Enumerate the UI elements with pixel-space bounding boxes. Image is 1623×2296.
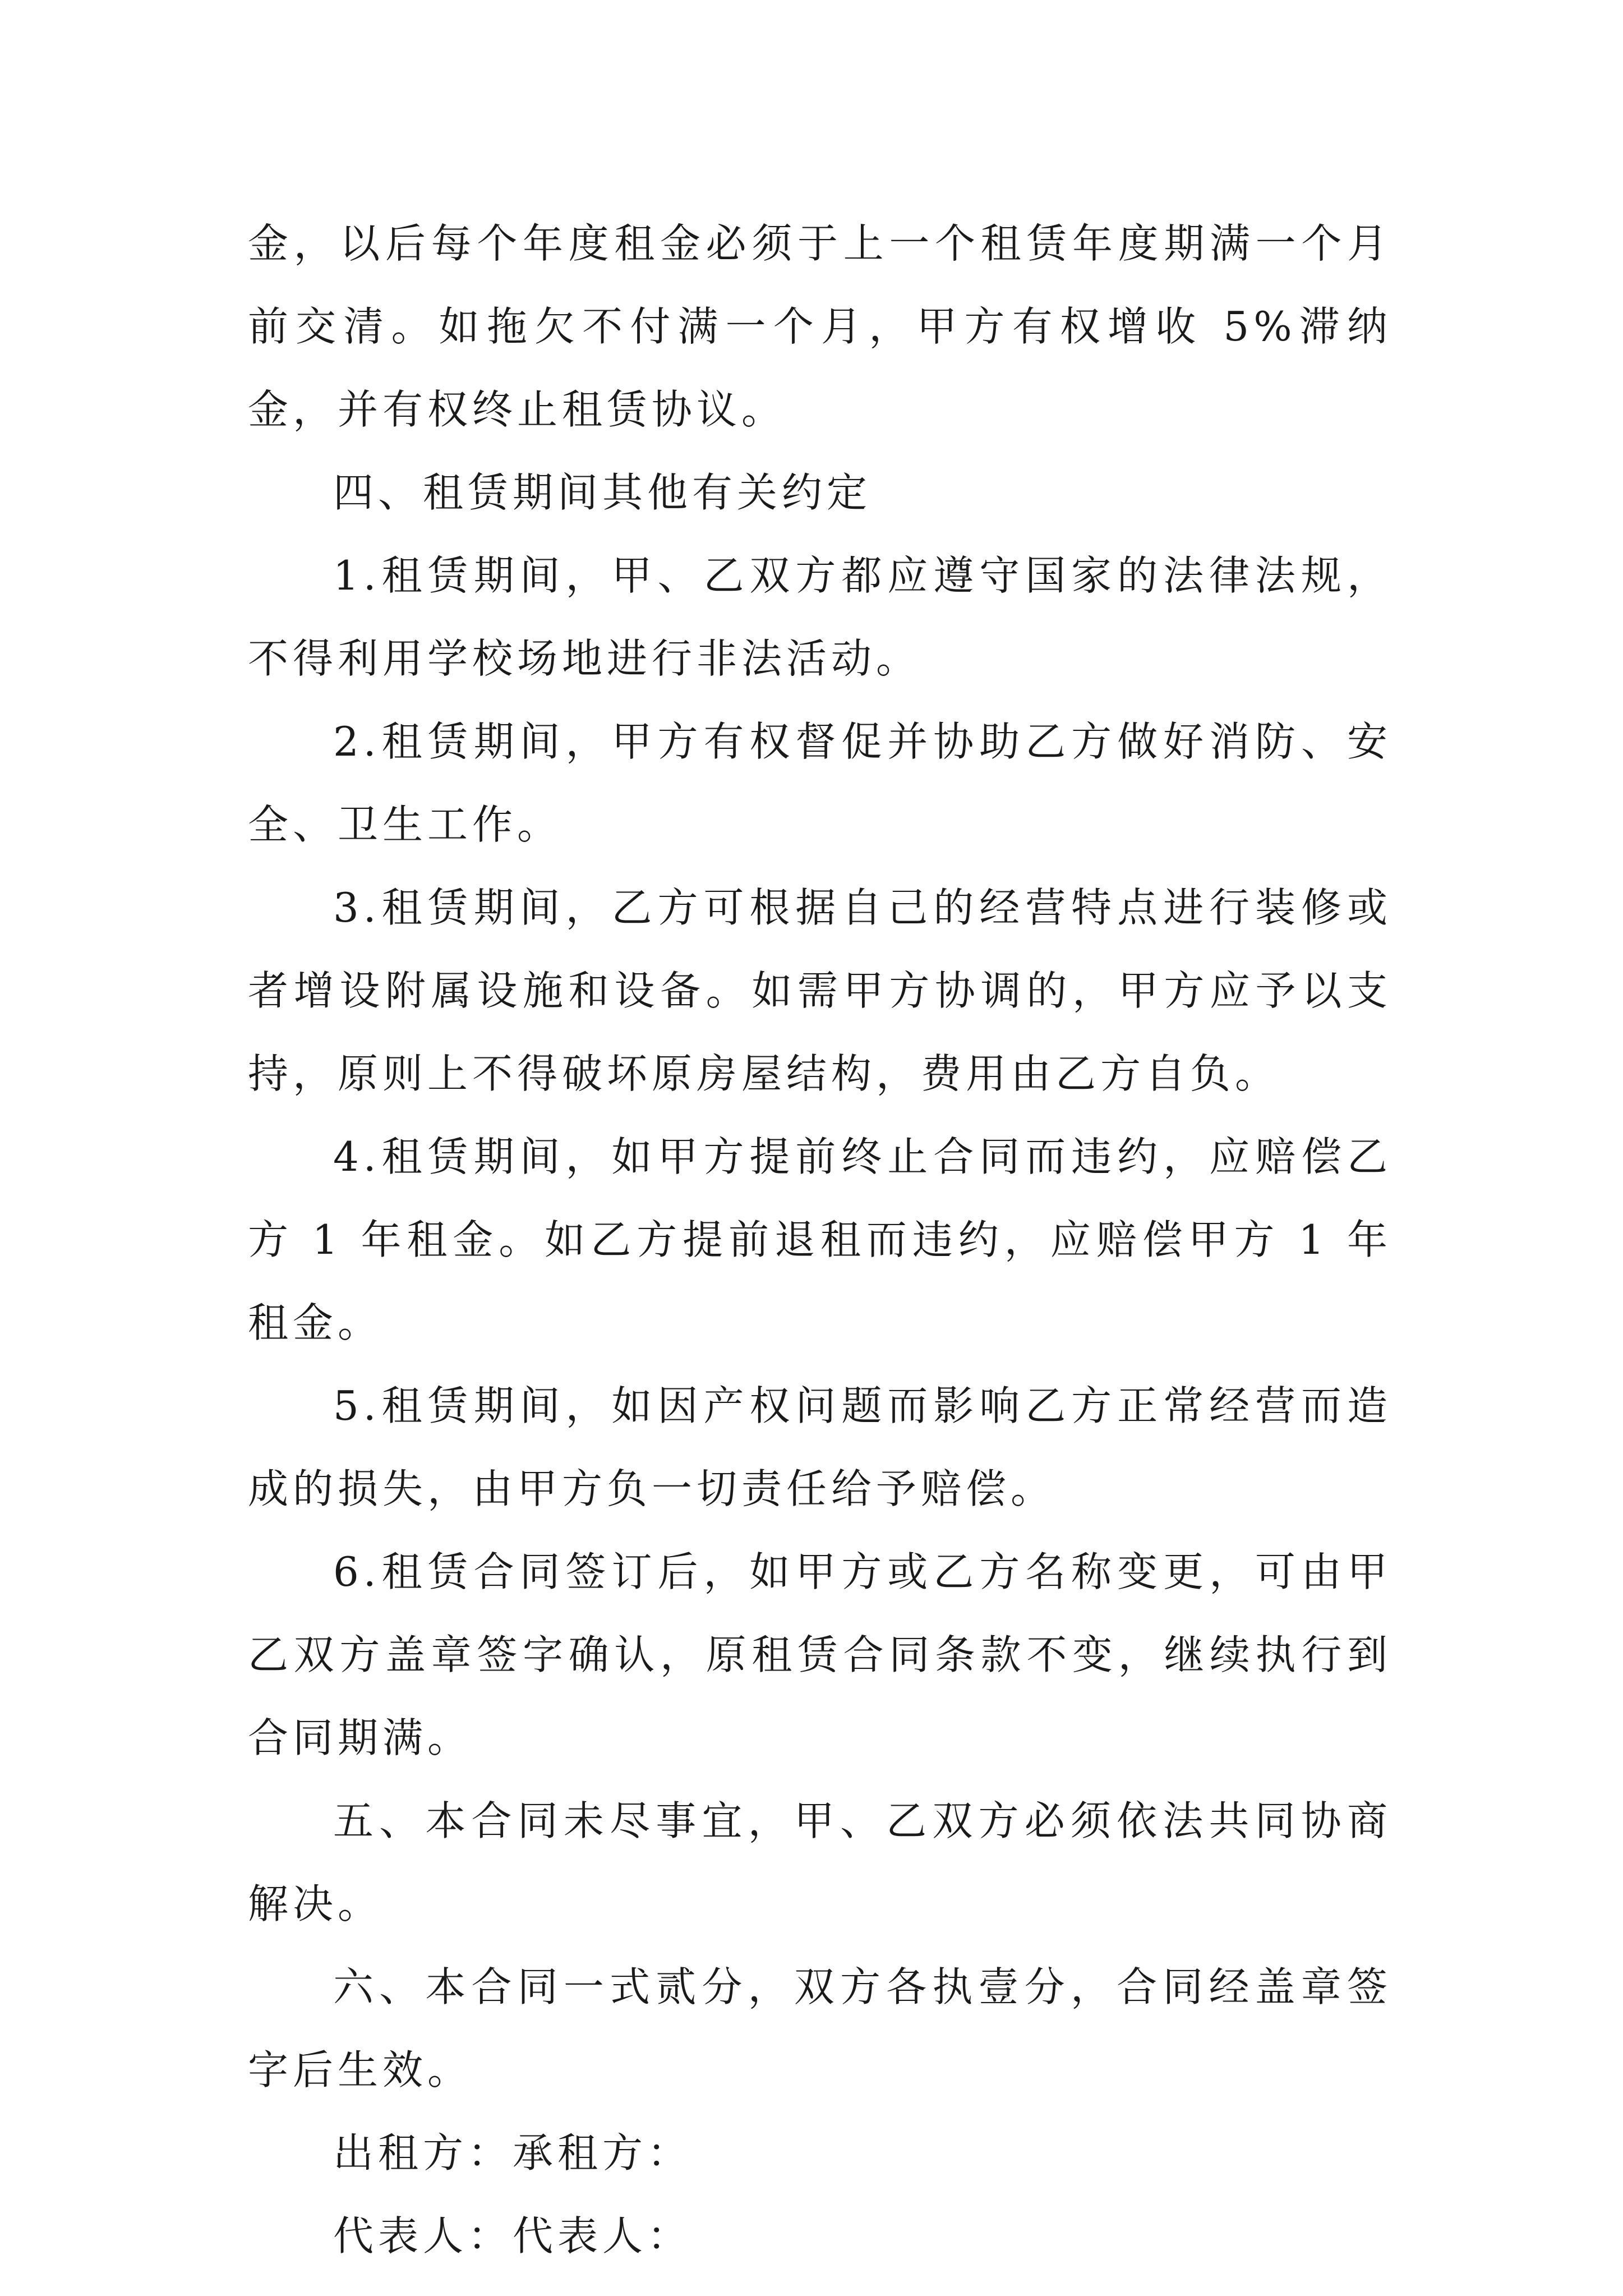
signature-parties-line: 出租方：承租方： <box>333 2129 693 2177</box>
clause-5-property-rights: 5.租赁期间，如因产权问题而影响乙方正常经营而造成的损失，由甲方负一切责任给予赔偿。 <box>248 1382 1392 1512</box>
document-body <box>248 202 1392 2277</box>
clause-4-breach-penalty: 4.租赁期间，如甲方提前终止合同而违约，应赔偿乙方 1 年租金。如乙方提前退租而违约，应赔偿甲方 1 年租金。 <box>248 1133 1392 1346</box>
signature-representatives-line: 代表人：代表人： <box>333 2212 693 2260</box>
section-six-copies: 六、本合同一式贰分，双方各执壹分，合同经盖章签字后生效。 <box>248 1963 1392 2093</box>
clause-2-safety-hygiene: 2.租赁期间，甲方有权督促并协助乙方做好消防、安全、卫生工作。 <box>248 718 1392 848</box>
clause-3-renovation: 3.租赁期间，乙方可根据自己的经营特点进行装修或者增设附属设施和设备。如需甲方协调的，甲方应予以支持，原则上不得破坏原房屋结构，费用由乙方自负。 <box>248 884 1392 1097</box>
clause-6-name-change: 6.租赁合同签订后，如甲方或乙方名称变更，可由甲乙双方盖章签字确认，原租赁合同条款不变，继续执行到合同期满。 <box>248 1548 1392 1761</box>
section-five-unresolved-matters: 五、本合同未尽事宜，甲、乙双方必须依法共同协商解决。 <box>248 1797 1392 1927</box>
section-heading-other-agreements: 四、租赁期间其他有关约定 <box>333 469 872 516</box>
clause-1-legal-compliance: 1.租赁期间，甲、乙双方都应遵守国家的法律法规，不得利用学校场地进行非法活动。 <box>248 552 1392 682</box>
paragraph-rent-payment: 金，以后每个年度租金必须于上一个租赁年度期满一个月前交清。如拖欠不付满一个月，甲方有权增收 5%滞纳金，并有权终止租赁协议。 <box>248 220 1392 433</box>
